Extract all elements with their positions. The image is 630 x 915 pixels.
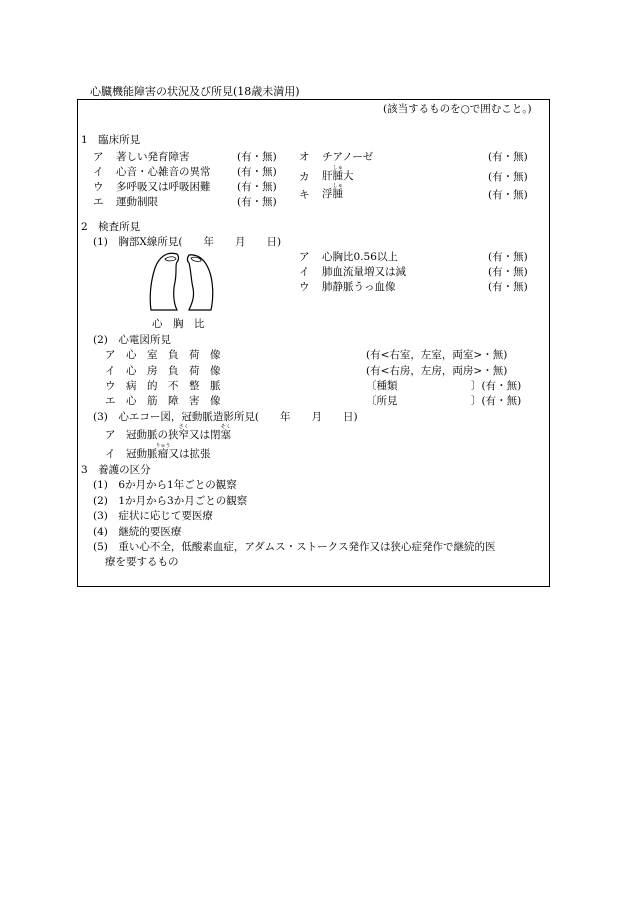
xray-item-a-mark: ア	[299, 251, 310, 263]
s3-item-5: (5) 重い心不全，低酸素血症，アダムス・ストークス発作又は狭心症発作で継続的医	[93, 541, 496, 553]
ecg-item-e: エ 心 筋 障 害 像	[105, 395, 221, 407]
instruction-note: (該当するものを○で囲むこと。)	[383, 103, 532, 115]
section-2-heading: 2 検査所見	[81, 221, 141, 233]
s3-item-4: (4) 継続的要医療	[93, 526, 182, 538]
ecg-item-a-value: (有<右室，左室，両室>・無)	[366, 349, 508, 361]
chest-outline-diagram	[147, 250, 217, 315]
ecg-item-u: ウ 病 的 不 整 脈	[105, 380, 221, 392]
s1-item-a-label: 著しい発育障害	[116, 151, 190, 163]
ecg-item-a: ア 心 室 負 荷 像	[105, 349, 221, 361]
s1-item-a-mark: ア	[93, 151, 104, 163]
s1-item-ki-label: 浮腫しゅ	[322, 183, 343, 200]
xray-item-i-label: 肺血流量増又は減	[322, 266, 406, 278]
xray-label: (1) 胸部X線所見( 年 月 日)	[93, 236, 282, 248]
s1-item-e-label: 運動制限	[116, 196, 158, 208]
right-lung-outline	[150, 253, 178, 310]
ecg-label: (2) 心電図所見	[93, 334, 171, 346]
s1-item-ka-label: 肝腫しゅ大	[322, 165, 354, 182]
s3-item-2: (2) 1か月から3か月ごとの観察	[93, 495, 248, 507]
s3-item-3: (3) 症状に応じて要医療	[93, 510, 213, 522]
diagram-caption: 心 胸 比	[152, 318, 205, 330]
s1-item-i-label: 心音・心雑音の異常	[116, 166, 211, 178]
ecg-item-e-value: 〔所見 〕(有・無)	[366, 395, 522, 407]
section-3-heading: 3 養護の区分	[81, 464, 151, 476]
s1-item-e-mark: エ	[93, 196, 104, 208]
ecg-item-i-value: (有<右房，左房，両房>・無)	[366, 365, 508, 377]
xray-item-u-label: 肺静脈うっ血像	[322, 281, 396, 293]
xray-item-i-mark: イ	[299, 266, 310, 278]
section-1-heading: 1 臨床所見	[81, 134, 141, 146]
s1-item-u-mark: ウ	[93, 181, 104, 193]
s3-item-5-continued: 療を要するもの	[105, 556, 179, 568]
ecg-item-i: イ 心 房 負 荷 像	[105, 365, 221, 377]
s1-item-i-mark: イ	[93, 166, 104, 178]
ecg-item-u-value: 〔種類 〕(有・無)	[366, 380, 522, 392]
s1-item-o-label: チアノーゼ	[322, 151, 374, 163]
s1-item-i-yn: (有・無)	[237, 166, 277, 178]
echo-item-i: イ 冠動脈瘤りゅう又は拡張	[105, 443, 211, 460]
xray-item-a-yn: (有・無)	[488, 251, 528, 263]
s3-item-1: (1) 6か月から1年ごとの観察	[93, 479, 237, 491]
form-title: 心臓機能障害の状況及び所見(18歳未満用)	[90, 85, 300, 98]
s1-item-o-yn: (有・無)	[488, 151, 528, 163]
s1-item-u-label: 多呼吸又は呼吸困難	[116, 181, 211, 193]
s1-item-ka-yn: (有・無)	[488, 171, 528, 183]
s1-item-ki-yn: (有・無)	[488, 189, 528, 201]
s1-item-ki-mark: キ	[299, 189, 310, 201]
right-upper-lobe	[165, 257, 176, 261]
echo-item-a: ア 冠動脈の狭窄さく又は閉塞そく	[105, 424, 231, 441]
s1-item-ka-mark: カ	[299, 171, 310, 183]
s1-item-u-yn: (有・無)	[237, 181, 277, 193]
s1-item-a-yn: (有・無)	[237, 151, 277, 163]
xray-item-u-yn: (有・無)	[488, 281, 528, 293]
s1-item-o-mark: オ	[299, 151, 310, 163]
xray-item-i-yn: (有・無)	[488, 266, 528, 278]
xray-item-u-mark: ウ	[299, 281, 310, 293]
left-lung-outline	[188, 255, 213, 310]
s1-item-e-yn: (有・無)	[237, 196, 277, 208]
xray-item-a-label: 心胸比0.56以上	[322, 251, 398, 263]
echo-label: (3) 心エコー図，冠動脈造影所見( 年 月 日)	[93, 411, 358, 423]
